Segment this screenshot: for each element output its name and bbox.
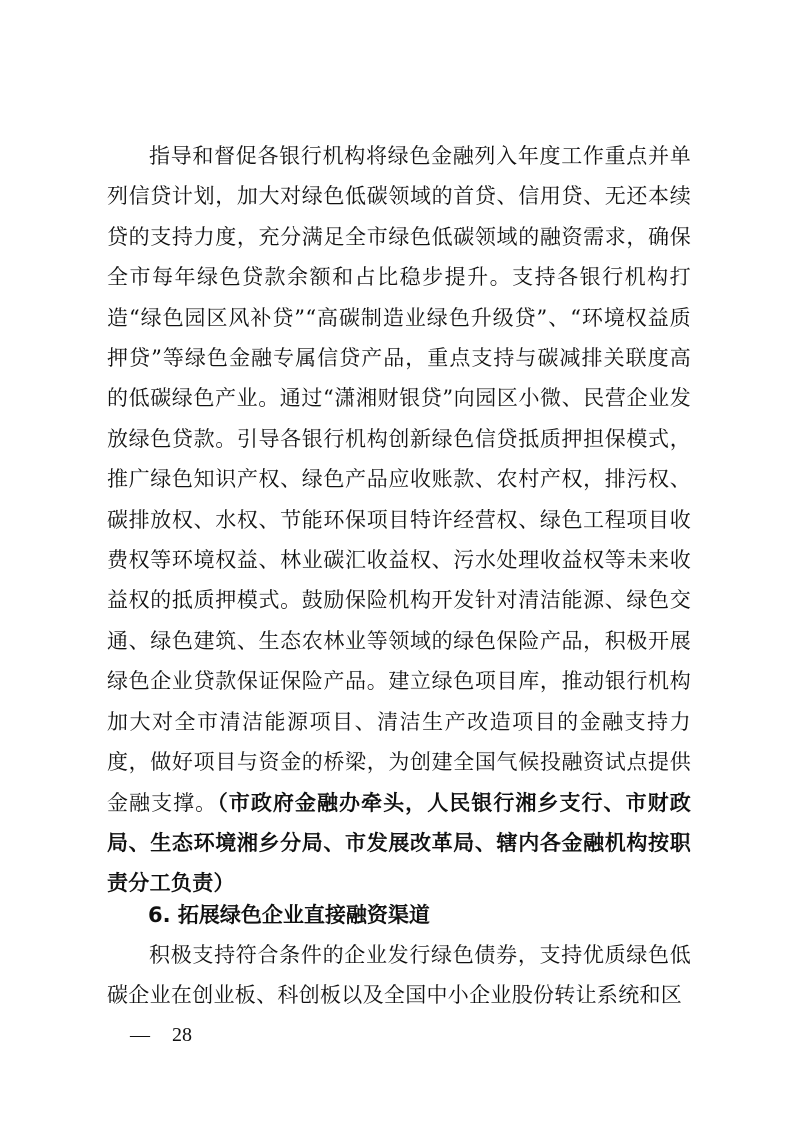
body-paragraph: [107, 136, 691, 904]
page-footer: [130, 1020, 192, 1050]
paragraph-text: 积极支持符合条件的企业发行绿色债券，支持优质绿色低碳企业在创业板、科创板以及全国中小企业股份转让系统和区: [107, 943, 691, 1008]
page-number: 28: [172, 1024, 192, 1046]
section-heading: 6. 拓展绿色企业直接融资渠道: [148, 903, 430, 927]
responsibility-note: （市政府金融办牵头，人民银行湘乡支行、市财政局、生态环境湘乡分局、市发展改革局、辖内各金融机构按职责分工负责）: [107, 790, 691, 896]
footer-dash: —: [130, 1024, 150, 1046]
body-paragraph: [107, 935, 691, 1016]
paragraph-text: 指导和督促各银行机构将绿色金融列入年度工作重点并单列信贷计划，加大对绿色低碳领域的首贷、信用贷、无还本续贷的支持力度，充分满足全市绿色低碳领域的融资需求，确保全市每年绿色贷款余额和占比稳步提升。支持各银行机构打造“绿色园区风补贷”“高碳制造业绿色升级贷”、“环境权益质押贷”等绿色金融专属信贷产品，重点支持与碳减排关联度高的低碳绿色产业。通过“潇湘财银贷”向园区小微、民营企业发放绿色贷款。引导各银行机构创新绿色信贷抵质押担保模式，推广绿色知识产权、绿色产品应收账款、农村产权，排污权、碳排放权、水权、节能环保项目特许经营权、绿色工程项目收费权等环境权益、林业碳汇收益权、污水处理收益权等未来收益权的抵质押模式。鼓励保险机构开发针对清洁能源、绿色交通、绿色建筑、生态农林业等领域的绿色保险产品，积极开展绿色企业贷款保证保险产品。建立绿色项目库，推动银行机构加大对全市清洁能源项目、清洁生产改造项目的金融支持力度，做好项目与资金的桥梁，为创建全国气候投融资试点提供金融支撑。: [107, 144, 691, 815]
